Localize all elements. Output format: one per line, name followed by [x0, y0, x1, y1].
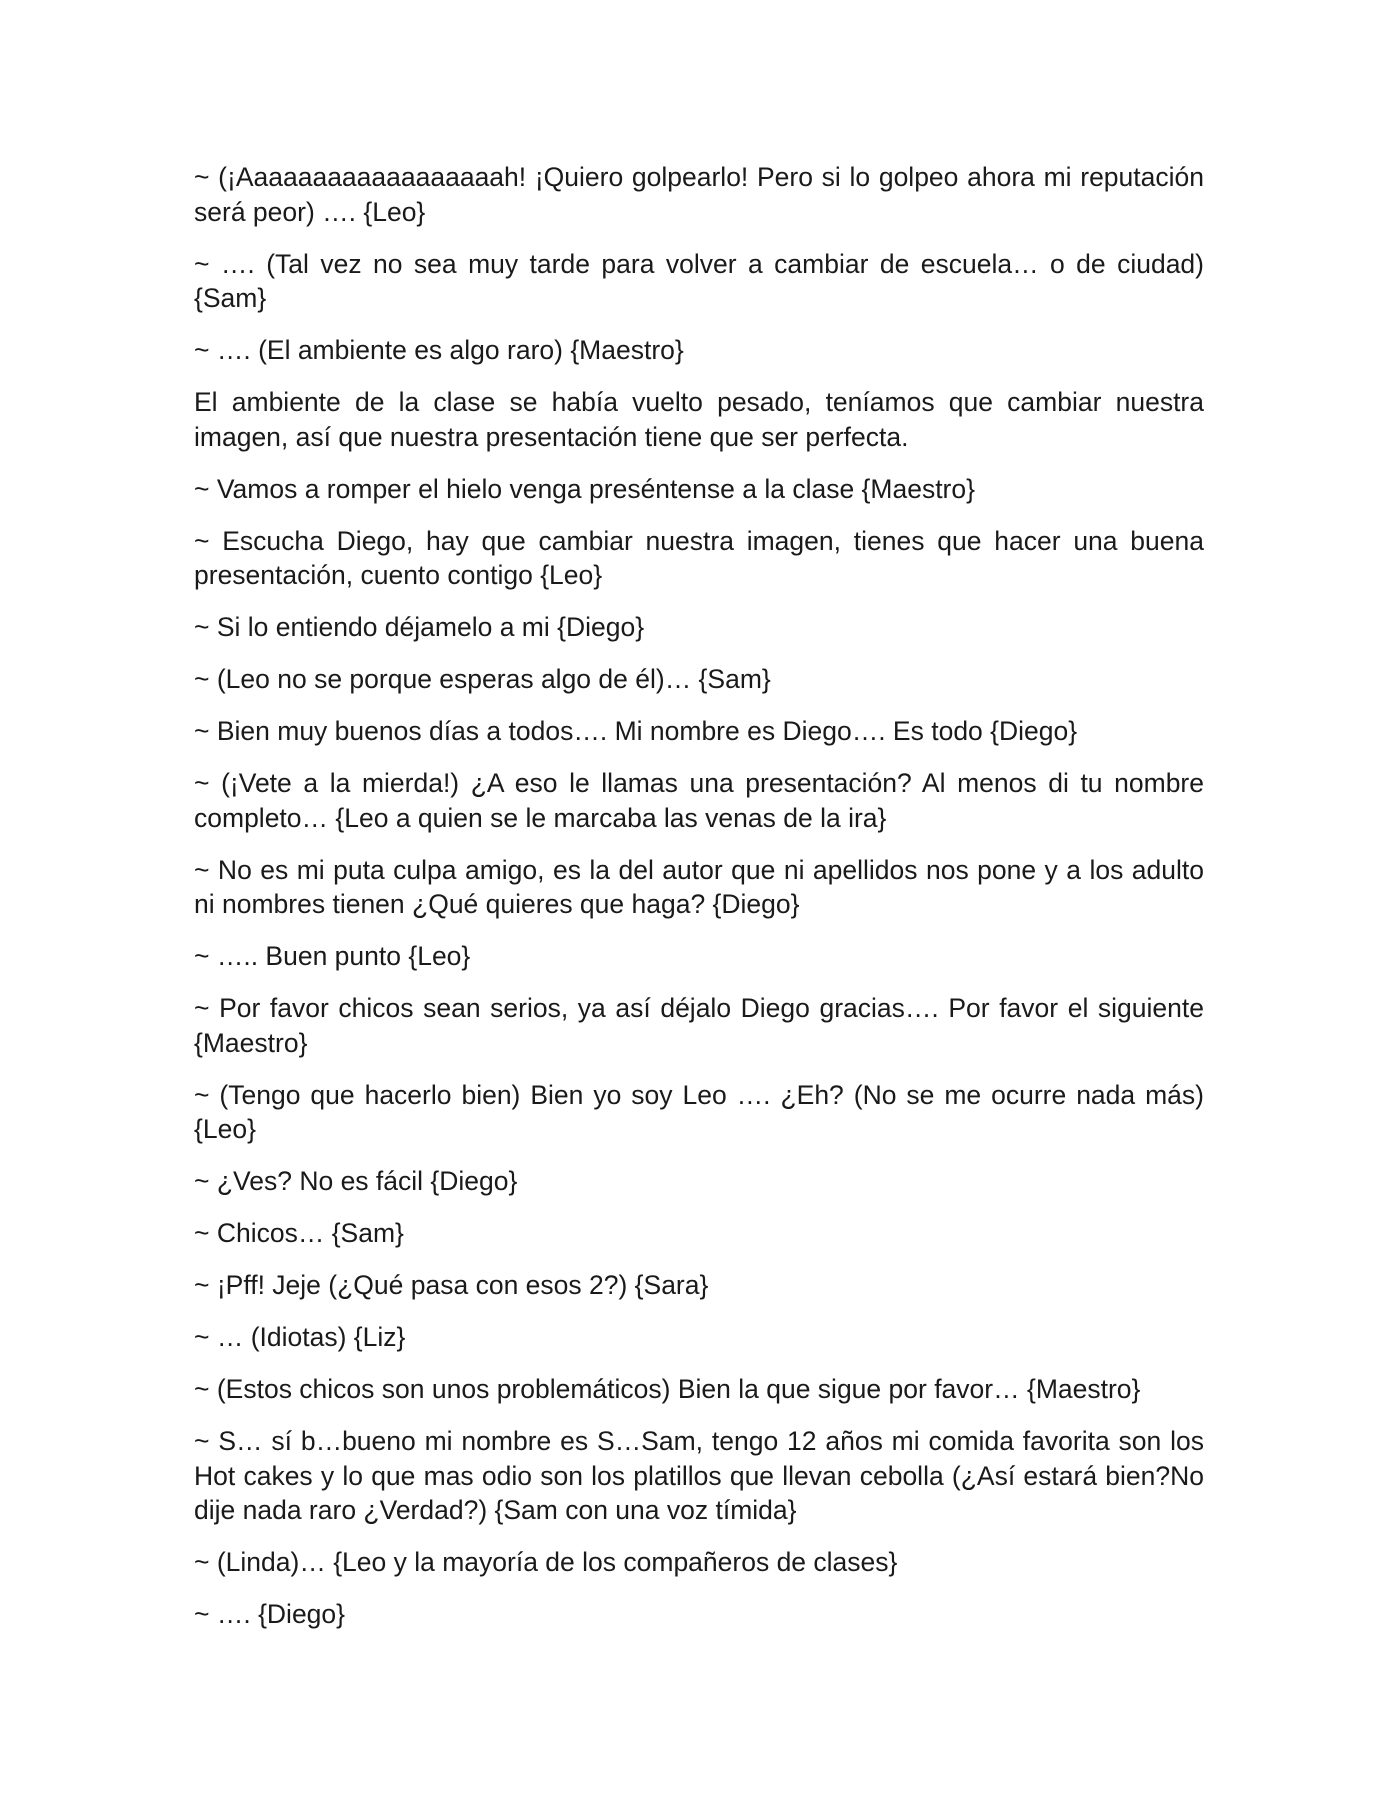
dialogue-line: ~ (Estos chicos son unos problemáticos) Bien la que sigue por favor… {Maestro} [194, 1374, 1141, 1404]
dialogue-line: ~ Vamos a romper el hielo venga preséntense a la clase {Maestro} [194, 473, 975, 504]
dialogue-line: ~ (¡Aaaaaaaaaaaaaaaaaah! ¡Quiero golpearlo! Pero si lo golpeo ahora mi reputación será peor) …. {Leo} [194, 162, 1204, 227]
dialogue-line: ~ (¡Vete a la mierda!) ¿A eso le llamas una presentación? Al menos di tu nombre completo… {Leo a quien se le marcaba las venas de la ira} [194, 768, 1204, 833]
dialogue-line: ~ …. (Tal vez no sea muy tarde para volver a cambiar de escuela… o de ciudad) {Sam} [194, 248, 1204, 313]
dialogue-line: ~ ¿Ves? No es fácil {Diego} [194, 1166, 518, 1196]
dialogue-line: ~ …. {Diego} [194, 1599, 346, 1629]
dialogue-line: ~ S… sí b…bueno mi nombre es S…Sam, tengo 12 años mi comida favorita son los Hot cakes y lo que mas odio son los platillos que llevan cebolla (¿Así estará bien?No dije nada raro ¿Verdad?) {Sam con una voz tímida} [194, 1426, 1204, 1525]
narration-paragraph: El ambiente de la clase se había vuelto pesado, teníamos que cambiar nuestra imagen, así que nuestra presentación tiene que ser perfecta. [194, 387, 1204, 452]
dialogue-line: ~ No es mi puta culpa amigo, es la del autor que ni apellidos nos pone y a los adulto ni nombres tienen ¿Qué quieres que haga? {Diego} [194, 854, 1204, 919]
document-page [194, 160, 1204, 1649]
dialogue-line: ~ …. (El ambiente es algo raro) {Maestro} [194, 335, 684, 365]
dialogue-line: ~ Chicos… {Sam} [194, 1218, 404, 1248]
dialogue-line: ~ Bien muy buenos días a todos…. Mi nombre es Diego…. Es todo {Diego} [194, 716, 1078, 746]
dialogue-line: ~ Por favor chicos sean serios, ya así déjalo Diego gracias…. Por favor el siguiente {Maestro} [194, 993, 1204, 1058]
dialogue-line: ~ ¡Pff! Jeje (¿Qué pasa con esos 2?) {Sara} [194, 1270, 709, 1300]
dialogue-line: ~ Si lo entiendo déjamelo a mi {Diego} [194, 612, 645, 642]
dialogue-line: ~ … (Idiotas) {Liz} [194, 1322, 406, 1352]
dialogue-line: ~ (Tengo que hacerlo bien) Bien yo soy Leo …. ¿Eh? (No se me ocurre nada más) {Leo} [194, 1079, 1204, 1144]
dialogue-line: ~ (Leo no se porque esperas algo de él)… {Sam} [194, 664, 771, 694]
dialogue-line: ~ Escucha Diego, hay que cambiar nuestra imagen, tienes que hacer una buena presentación, cuento contigo {Leo} [194, 525, 1204, 590]
dialogue-line: ~ ….. Buen punto {Leo} [194, 941, 471, 971]
dialogue-line: ~ (Linda)… {Leo y la mayoría de los compañeros de clases} [194, 1547, 898, 1577]
